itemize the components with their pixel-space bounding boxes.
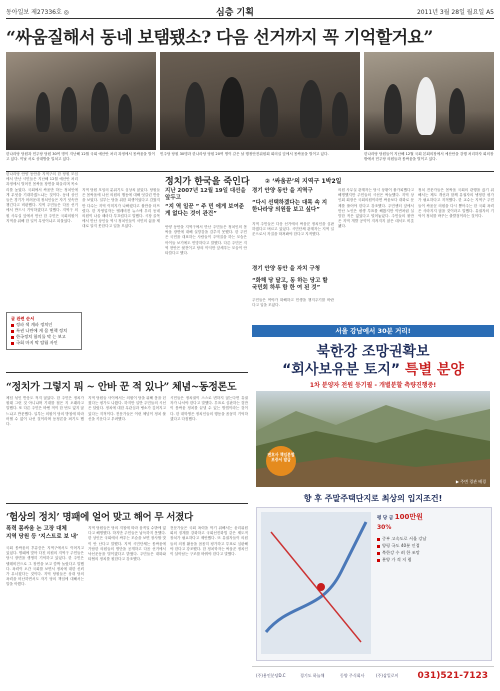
article-body-col1: 한나라당 안양 동안을 지역구의 한 당원 모임에서 만난 시민들은 지난해 12월 예산안 처리 과정에서 벌어진 몸싸움 장면을 떠올리며 목소리를 높였다. 국회에서 싸움만 하는 정치인에게 무엇을 기대하겠느냐는 것이다. 동네 상인들은 경기가 어려운데 정치인들은 자기 잇속만 챙긴다고 비판했다. 지역 주민들은 다음 선거에서 반드시 기억하겠다고 말했다. 지역구 의원 사무실 앞에서 만난 한 주민은 국회의원이 지역을 위해 한 일이 무엇이냐고 되물었다. (6, 172, 78, 223)
photo-3 (364, 52, 494, 150)
photo-2 (160, 52, 360, 150)
article-body-col2: 지역 당원 모임의 분위기도 심상치 않았다. 당원들은 몸싸움에 나선 의원의 행동에 대해 엇갈린 반응을 보였다. 일부는 당을 위한 희생이었다고 감쌌지만 다수는 지역 이미지가 나빠졌다고 불만을 터뜨렸다. 한 자영업자는 텔레비전 뉴스에 우리 동네 의원이 나올 때마다 부끄럽다고 말했다. 시장 골목에서 만난 상인들 역시 정치인들이 서민의 삶을 제대로 알지 못한다고 입을 모았다. (82, 188, 160, 229)
series-order-title: 글 관련 순서 (11, 316, 35, 321)
ad-landscape-photo (256, 391, 490, 487)
series-title: 정치가 한국을 죽인다 (165, 177, 250, 187)
ad-logo-2: 경기도 하늘채 (300, 673, 325, 678)
date-page: 2011년 3월 28일 월요일 A5 (416, 9, 494, 16)
ad-discount: 30% (377, 524, 392, 531)
ad-photo-caption: ▶ 주변 경관 배경 (455, 479, 486, 484)
ad-footer (252, 666, 494, 687)
ad-subtitle: 1차 분양자 전원 등기필 - 개별분할 측량진행중! (309, 382, 437, 389)
ad-title-1: 북한강 조망권확보 (316, 344, 430, 360)
article-2-headline: “정치가 그렇지 뭐 ~ 안바 꾼 적 있나” 체념~동정론도 (6, 382, 237, 393)
series-subtitle: ② ‘싸움꾼’의 지역구 1박2일 (265, 178, 342, 185)
advertisement[interactable] (252, 325, 494, 687)
series-order-item: 특권 나만에 게 몸 면책 정치 (11, 328, 77, 334)
page-header (6, 4, 494, 19)
article-3-col2: 지역 당원들은 당의 지침에 따라 움직일 수밖에 없다고 해명했다. 하지만 주민들은 납득하지 못했다. 한 상인은 국회에서 싸우는 모습을 보면 장사할 맛이 안 난다고 말했다. 지역 시민단체는 몸싸움에 가담한 의원들의 명단을 공개하고 다음 선거에서 낙선운동을 벌이겠다고 밝혔다. 주민들은 대화와 타협의 정치를 원한다고 강조했다. (88, 526, 166, 562)
article-3-col1: 국회 몸싸움의 후유증은 지역구에서도 이어지고 있었다. 명패에 맞아 다친 의원의 지역구 주민들은 당시 장면을 생생히 기억하고 있었다. 한 주민은 텔레비전으로 그 장면을 보고 깜짝 놀랐다고 말했다. 폭력이 오간 국회를 보면서 정치에 대한 신뢰가 무너졌다는 것이다. 지역 당원들은 상대 당의 폭력을 비난하면서도 자기 당의 책임에 대해서는 말을 아꼈다. (6, 546, 84, 587)
subhead-3: 경기 안양 동안 을 지역구 (252, 188, 313, 194)
article-3-headline: ‘험상의 정치’ 명패에 얼어 맞고 해어 무 서졌다 (6, 512, 193, 523)
photo-2-caption: 민주당 당원 30명과 한나라당 당원 20여 명이 같은 날 행정안전위원회 회의실 앞에서 몸싸움을 벌이고 있다. (160, 152, 329, 156)
article-3-sub2: 지역 당원 등 ‘지스트로 보 내’ (6, 534, 79, 540)
series-order-item: 국회 마지 막 탈립 자인 (11, 340, 77, 346)
photo-3-caption: 한나라당 당원들이 지난해 12월 국회 본회의장에서 예산안을 강행 처리하자 회의장 밖에서 민주당 의원들과 몸싸움을 벌이고 있다. (364, 152, 494, 161)
ad-logo-1: (주)용인분당D.C (256, 673, 286, 678)
subhead-6: “화해 당 달고, 동 하는 당고 할 국민회 하루 함 한 여 된 것” (252, 278, 328, 291)
photo-1 (6, 52, 156, 150)
photo-1-caption: 한나라당 당원과 민주당 당원 30여 명이 지난해 12월 국회 예산안 처리 과정에서 몸싸움을 벌이고 있다. 이날 서로 상대방을 밀치고 있다. (6, 152, 155, 161)
section-name: 심층 기획 (216, 8, 254, 18)
ad-mid-title: 향 후 주말주택단지로 최상의 입지조건! (303, 494, 443, 503)
series-order-item: 한국정치 함의를 막 는 보고 (11, 334, 77, 340)
ad-phone-number[interactable]: 031)521-7123 (417, 671, 488, 681)
ad-logo-3: 동양 주식회사 (340, 673, 365, 678)
article-3-col3: 전문가들은 국회 폭력을 막기 위해서는 윤리위원회의 징계를 강화하고 국회선진화법 같은 제도적 장치가 필요하다고 제안했다. 또 유권자들이 의원들의 의정 활동을 꼼꼼히 평가하고 투표로 심판해야 한다고 강조했다. 한 정치학자는 싸움꾼 정치인이 살아남는 구조를 바꿔야 한다고 말했다. (170, 526, 248, 557)
subhead-2: “지 역 일꾼 ” 주 민 에게 보여준 게 없다는 것이 관건” (165, 204, 245, 217)
ad-info-panel (256, 507, 492, 661)
article-body-col5: 주민들은 여야가 화해하고 민생을 챙겨주기를 바란다고 입을 모았다. (252, 298, 334, 308)
subhead-4: “다시 선택하겠다는 대목 속 지 한나라당 의원들 보고 싶다” (252, 200, 328, 213)
article-3-sub1: 폭력 몸싸움 논 고장 대체 (6, 526, 67, 532)
masthead-left: 동아일보 제27336호 ◎ (6, 9, 69, 16)
article-body-col6: 의원 사무실 관계자는 당시 상황이 불가피했다고 해명했지만 주민들의 시선은 싸늘했다. 지역 상인회 회장은 국회의원이라면 싸움보다 대화로 문제를 풀어야 한다고 강조했다. 주민센터 앞에서 만난 노인은 평생 투표를 해왔지만 이번처럼 실망한 적은 없었다고 털어놓았다. 주민들의 불만은 지역 개발 공약이 지켜지지 않은 데서도 비롯됐다. (338, 188, 414, 229)
article-2-col1: 체념 섞인 반응도 적지 않았다. 한 주민은 정치가 원래 그런 것 아니냐며 기대를 접은 지 오래라고 말했다. 또 다른 주민은 바뀐 적이 한 번도 없지 않느냐고 반문했다. 일부는 의원이 당의 방침에 따라 어쩔 수 없이 나선 것이라며 동정론을 펴기도 했다. (6, 396, 84, 427)
ad-guarantee-badge: 변호사 책임분할 보증서 발급 (266, 446, 296, 476)
ad-logo-4: (주)삼일로이 (376, 673, 399, 678)
series-order-box (6, 312, 82, 350)
subhead-5: 경기 안양 동안 을 자치 구청 (252, 266, 321, 272)
ad-feature: 양평 국도 40분 인접 (377, 542, 487, 549)
article-body-col7: 정치 전문가들은 몸싸움 국회의 관행을 끊기 위해서는 제도 개선과 함께 유권자의 냉정한 평가가 필요하다고 지적했다. 한 교수는 지역구 주민들이 싸움꾼 의원을 다시 뽑아주는 한 국회 폭력은 사라지지 않을 것이라고 말했다. 유권자의 기억이 정치를 바꾸는 출발점이라는 것이다. (418, 188, 494, 219)
ad-price: 100만원 (394, 513, 423, 521)
series-order-item: 정파 색 계파 정치인 (11, 322, 77, 328)
article-body-col3: 안양 동안을 지역구에서 만난 주민들은 정치인의 몸싸움 장면에 대해 실망감을 감추지 못했다. 한 주민은 국민을 대표하는 사람들이 주먹질을 하는 모습은 아이들 보기에도 민망하다고 말했다. 다른 주민은 지역 현안은 뒷전이고 당의 이익만 앞세우는 모습이 안타깝다고 했다. (165, 225, 247, 256)
ad-top-banner: 서울 강남에서 30분 거리! (252, 325, 494, 337)
ad-price-label: 평 당 금 100만원 (377, 513, 423, 521)
ad-feature: 분양 가 격 저 렴 (377, 556, 487, 563)
article-body-col4: 지역 주민들은 다음 선거에서 싸움꾼 정치인을 심판하겠다고 벼르고 있었다. 시민단체 관계자는 지역 일꾼으로서 자질을 따져봐야 한다고 지적했다. (252, 222, 334, 237)
article-2-col3: 시민들은 정치권이 스스로 변하지 않는다면 유권자가 나서야 한다고 말했다. 투표로 심판하는 것만이 몸싸움 정치를 끝낼 수 있는 방법이라는 것이다. 한 대학생은 정치인들의 행동을 꼼꼼히 기억하겠다고 다짐했다. (170, 396, 248, 421)
article-2-col2: 지역 당원들 사이에서는 의원이 당을 위해 몸을 던졌다는 평가도 나왔다. 하지만 일반 주민들의 시선은 달랐다. 정치에 대한 무관심과 냉소가 깊어지고 있다는 지적이다. 전문가들은 이런 체념이 정치 불신을 키운다고 우려했다. (88, 396, 166, 421)
subhead-1: 지난 2007년 12월 19일 대선을 앞두고 (165, 188, 246, 201)
ad-feature: 중부 고속도로 서울 강남 (377, 535, 487, 542)
ad-feature: 북한강 수 려 한 조망 (377, 549, 487, 556)
main-headline: “싸움질해서 동네 보탬됐소? 다음 선거까지 꼭 기억할거요” (6, 28, 433, 48)
ad-map (261, 512, 371, 654)
ad-title-2: “회사보유분 토지” 특별 분양 (282, 362, 464, 378)
